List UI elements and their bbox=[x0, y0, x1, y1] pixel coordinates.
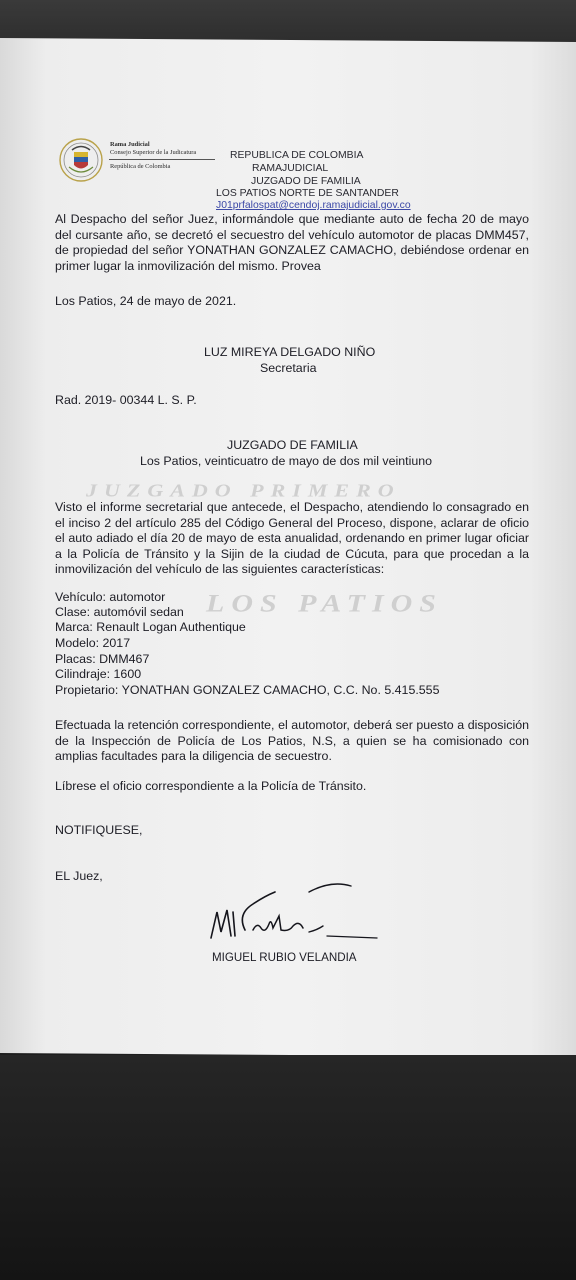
logo-text-3: República de Colombia bbox=[110, 163, 171, 170]
vehicle-owner: Propietario: YONATHAN GONZALEZ CAMACHO, C.C. No. 5.415.555 bbox=[55, 683, 440, 697]
header-email[interactable]: J01prfalospat@cendoj.ramajudicial.gov.co bbox=[216, 200, 411, 211]
radicado: Rad. 2019- 00344 L. S. P. bbox=[55, 393, 197, 407]
judge-name: MIGUEL RUBIO VELANDIA bbox=[212, 951, 357, 964]
vehicle-class: Clase: automóvil sedan bbox=[55, 605, 184, 619]
header-branch: RAMAJUDICIAL bbox=[252, 163, 329, 174]
vehicle-displacement: Cilindraje: 1600 bbox=[55, 667, 142, 681]
report-date: Los Patios, 24 de mayo de 2021. bbox=[55, 294, 237, 308]
vehicle-plates: Placas: DMM467 bbox=[55, 652, 150, 666]
vehicle-model: Modelo: 2017 bbox=[55, 636, 131, 650]
header-court: JUZGADO DE FAMILIA bbox=[251, 176, 361, 187]
notify-label: NOTIFIQUESE, bbox=[55, 823, 143, 837]
vehicle-brand: Marca: Renault Logan Authentique bbox=[55, 620, 246, 634]
order-place-date: Los Patios, veinticuatro de mayo de dos mil veintiuno bbox=[140, 454, 433, 468]
vehicle-type: Vehículo: automotor bbox=[55, 590, 166, 604]
order-paragraph-3: Líbrese el oficio correspondiente a la Policía de Tránsito. bbox=[55, 779, 367, 793]
judge-signature bbox=[205, 870, 385, 950]
logo-text-1: Rama Judicial bbox=[110, 141, 150, 148]
background-bottom bbox=[0, 1055, 576, 1280]
judge-label: EL Juez, bbox=[55, 869, 103, 883]
logo-rule bbox=[109, 159, 215, 160]
watermark-line-2: LOS PATIOS bbox=[206, 589, 443, 618]
coat-of-arms-logo bbox=[58, 137, 104, 183]
header-republic: REPUBLICA DE COLOMBIA bbox=[230, 150, 364, 161]
watermark-line-1: JUZGADO PRIMERO bbox=[86, 480, 401, 501]
report-paragraph: Al Despacho del señor Juez, informándole que mediante auto de fecha 20 de mayo del cursante año, se decretó el secuestro del vehículo automotor de placas DMM457, de propiedad del señor YONATHAN GONZALEZ CAMACHO, debiéndose ordenar en primer lugar la inmovilización del mismo. Provea bbox=[55, 212, 529, 273]
order-paragraph-2: Efectuada la retención correspondiente, el automotor, deberá ser puesto a disposición de la Inspección de Policía de Los Patios, N.S, a quien se ha comisionado con amplias facultades para la diligencia de secuestro. bbox=[55, 718, 529, 764]
order-court: JUZGADO DE FAMILIA bbox=[227, 438, 358, 452]
logo-text-2: Consejo Superior de la Judicatura bbox=[110, 149, 197, 156]
order-paragraph-1: Visto el informe secretarial que antecede, el Despacho, atendiendo lo consagrado en el inciso 2 del artículo 285 del Código General del Proceso, dispone, aclarar de oficio el auto adiado el día 20 de mayo de esta anualidad, ordenando en primer lugar oficiar a la Policía de Tránsito y la Sijin de la ciudad de Cúcuta, para que procedan a la inmovilización del vehículo de las siguientes características: bbox=[55, 500, 529, 577]
secretary-title: Secretaria bbox=[260, 361, 317, 375]
secretary-name: LUZ MIREYA DELGADO NIÑO bbox=[204, 345, 376, 359]
header-location: LOS PATIOS NORTE DE SANTANDER bbox=[216, 188, 399, 199]
